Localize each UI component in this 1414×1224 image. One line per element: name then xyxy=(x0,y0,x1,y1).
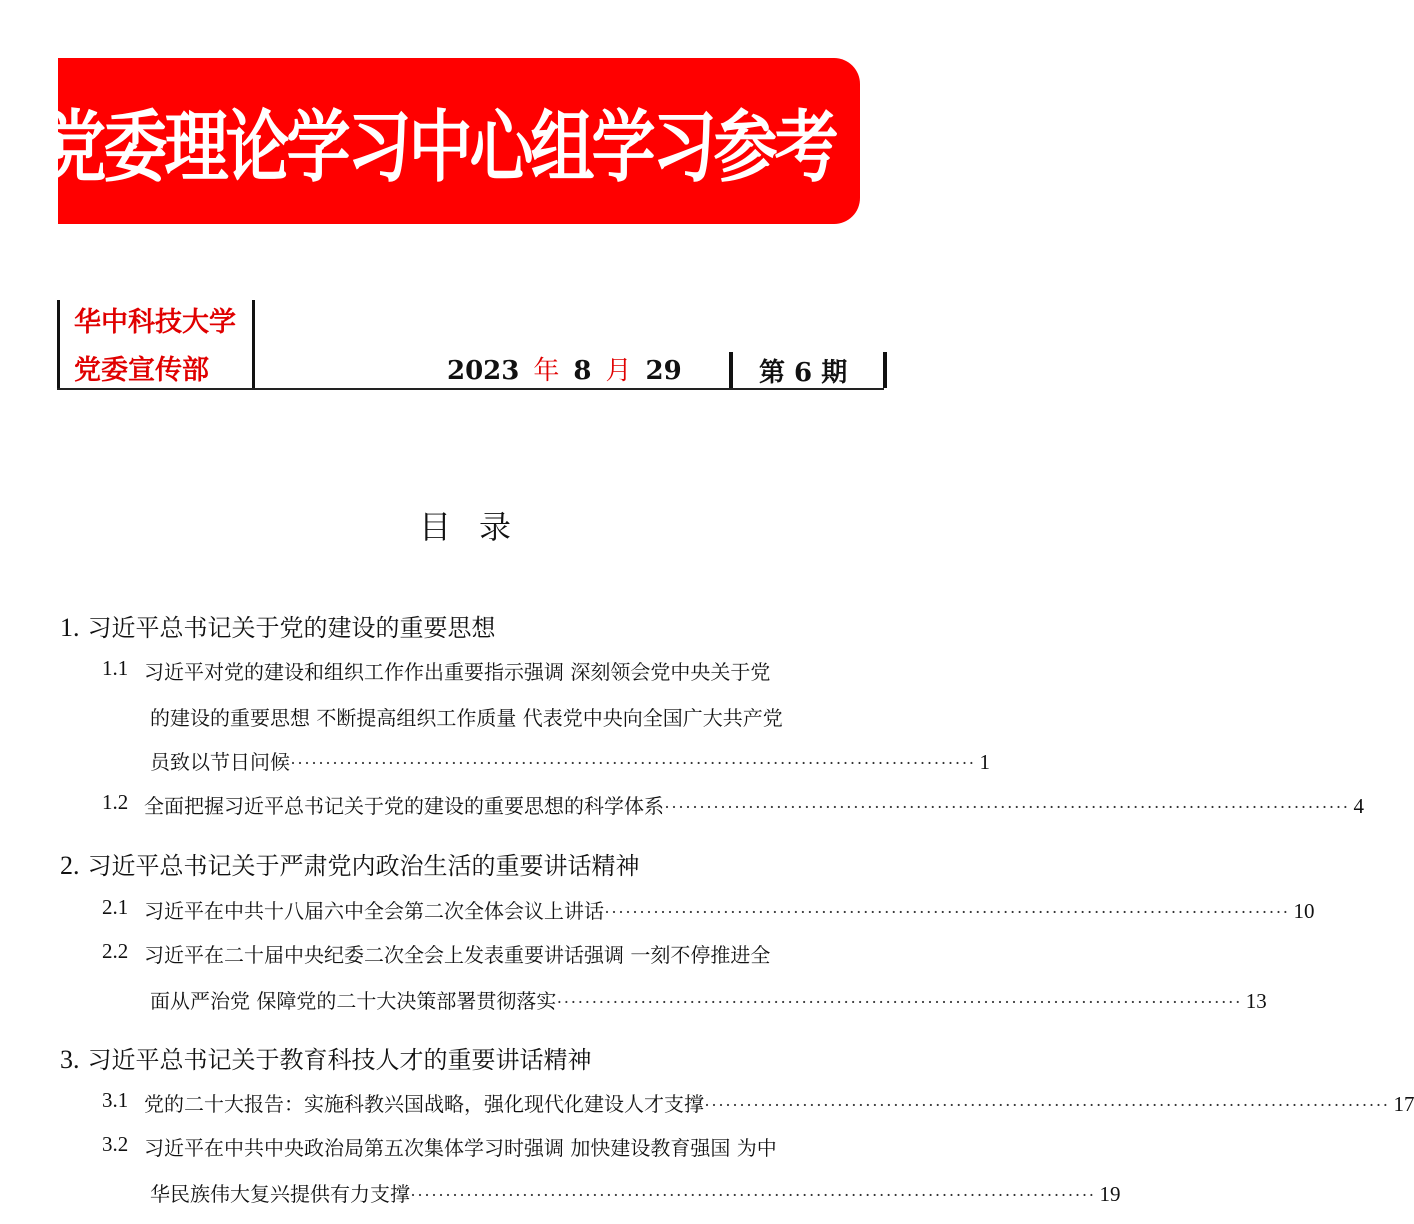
toc-item[interactable] xyxy=(102,939,1267,1015)
dot-leader: ·································································································· xyxy=(410,1185,1096,1205)
item-title-line: 的建设的重要思想 不断提高组织工作质量 代表党中央向全国广大共产党 xyxy=(150,706,783,730)
item-title-line: 全面把握习近平总书记关于党的建设的重要思想的科学体系 xyxy=(144,794,664,818)
page-number: 10 xyxy=(1293,899,1315,923)
date-year: 2023 xyxy=(447,356,520,386)
item-leader-row xyxy=(150,1178,1121,1207)
dot-leader: ·································································································· xyxy=(604,902,1290,922)
publisher-department: 党委宣传部 xyxy=(74,355,209,386)
section-title: 习近平总书记关于党的建设的重要思想 xyxy=(87,614,496,642)
publisher-university: 华中科技大学 xyxy=(74,307,236,338)
page-number: 1 xyxy=(979,750,990,774)
issue-box xyxy=(729,352,887,388)
dot-leader: ·································································································· xyxy=(556,992,1242,1012)
item-number: 2.2 xyxy=(102,939,129,963)
masthead-rule xyxy=(57,388,884,390)
issue-date xyxy=(447,350,682,387)
item-title-line: 习近平在中共十八届六中全会第二次全体会议上讲话 xyxy=(144,899,604,923)
item-leader-row xyxy=(144,895,1315,924)
section-title: 习近平总书记关于教育科技人才的重要讲话精神 xyxy=(87,1046,592,1074)
section-number: 1. xyxy=(60,613,80,642)
item-title-line: 党的二十大报告：实施科教兴国战略，强化现代化建设人才支撑 xyxy=(144,1092,704,1116)
item-leader-row xyxy=(144,1088,1414,1117)
item-number: 1.2 xyxy=(102,790,129,814)
issue-number: 第 6 期 xyxy=(759,358,848,388)
section-number: 3. xyxy=(60,1045,80,1074)
section-title: 习近平总书记关于严肃党内政治生活的重要讲话精神 xyxy=(87,852,640,880)
item-leader-row xyxy=(144,790,1364,819)
page-number: 19 xyxy=(1099,1182,1121,1206)
dot-leader: ·································································································· xyxy=(704,1095,1390,1115)
publisher-box xyxy=(57,300,255,388)
toc-title: 目录 xyxy=(418,508,539,546)
toc-section[interactable] xyxy=(60,1040,592,1075)
publication-title: 党委理论学习中心组学习参考 xyxy=(42,101,836,194)
item-title-line: 面从严治党 保障党的二十大决策部署贯彻落实 xyxy=(150,989,557,1013)
toc-section[interactable] xyxy=(60,608,496,643)
toc-item[interactable] xyxy=(102,1088,1414,1118)
item-number: 3.1 xyxy=(102,1088,129,1112)
page-number: 17 xyxy=(1393,1092,1414,1116)
toc-item[interactable] xyxy=(102,790,1364,820)
item-leader-row xyxy=(150,985,1267,1014)
item-title-line: 员致以节日问候 xyxy=(150,750,290,774)
item-title-line: 习近平在二十届中央纪委二次全会上发表重要讲话强调 一刻不停推进全 xyxy=(144,943,771,967)
date-month-unit: 月 xyxy=(605,356,632,386)
dot-leader: ·································································································· xyxy=(290,753,976,773)
toc-item[interactable] xyxy=(102,895,1315,925)
section-number: 2. xyxy=(60,851,80,880)
dot-leader: ·································································································· xyxy=(664,797,1350,817)
page-number: 4 xyxy=(1353,794,1364,818)
toc-item[interactable] xyxy=(102,656,990,776)
masthead-info xyxy=(57,300,884,390)
item-number: 3.2 xyxy=(102,1132,129,1156)
page-number: 13 xyxy=(1245,989,1267,1013)
date-year-unit: 年 xyxy=(533,356,560,386)
item-leader-row xyxy=(150,746,990,775)
item-number: 2.1 xyxy=(102,895,129,919)
item-title-line: 习近平对党的建设和组织工作作出重要指示强调 深刻领会党中央关于党 xyxy=(144,660,771,684)
toc-section[interactable] xyxy=(60,846,640,881)
item-title-line: 习近平在中共中央政治局第五次集体学习时强调 加快建设教育强国 为中 xyxy=(144,1136,777,1160)
item-title-line: 华民族伟大复兴提供有力支撑 xyxy=(150,1182,410,1206)
date-day: 29 xyxy=(645,356,682,386)
masthead-banner xyxy=(42,58,860,224)
toc-item[interactable] xyxy=(102,1132,1121,1208)
date-month: 8 xyxy=(573,356,592,386)
item-number: 1.1 xyxy=(102,656,129,680)
